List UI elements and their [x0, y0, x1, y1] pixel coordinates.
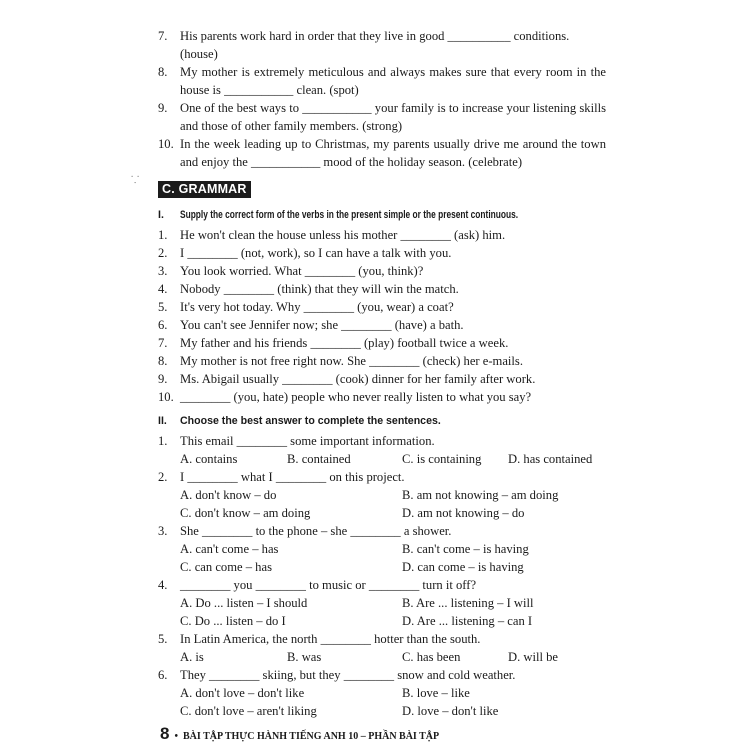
question [158, 576, 606, 594]
question-text: ________ you ________ to music or ________ turn it off? [180, 578, 477, 592]
item-text [180, 63, 606, 99]
item-text [180, 99, 606, 135]
answer-option: A. Do ... listen – I should [180, 596, 308, 610]
item-number: 5. [158, 300, 168, 314]
item-line: and enjoy the ___________ mood of the holiday season. (celebrate) [180, 155, 523, 169]
question-text: She ________ to the phone – she ________ a shower. [180, 524, 452, 538]
item-number: 7. [158, 336, 168, 350]
answer-option: A. don't love – don't like [180, 686, 305, 700]
list-item [158, 280, 606, 298]
question-text: This email ________ some important information. [180, 434, 435, 448]
item-line: His parents work hard in order that they live in good __________ conditions. (house) [180, 29, 570, 61]
answer-option: D. will be [508, 650, 559, 664]
list-item [158, 370, 606, 388]
answer-option: B. love – like [402, 686, 470, 700]
list-item [158, 63, 606, 99]
item-line: and those of other family members. (strong) [180, 119, 403, 133]
list-item [158, 99, 606, 135]
item-line: One of the best ways to ___________ your family is to increase your listening skills [180, 101, 606, 115]
vocabulary-exercise-list [158, 27, 606, 171]
part2-number: II. [158, 415, 167, 427]
item-text: Nobody ________ (think) that they will win the match. [180, 282, 459, 296]
item-number: 8. [158, 354, 168, 368]
answer-option: D. Are ... listening – can I [402, 614, 533, 628]
answer-option: B. am not knowing – am doing [402, 488, 559, 502]
item-line: My mother is extremely meticulous and always makes sure that every room in the [180, 65, 606, 79]
item-text: I ________ (not, work), so I can have a talk with you. [180, 246, 452, 260]
item-number: 10. [158, 390, 174, 404]
answer-option: C. don't love – aren't liking [180, 704, 317, 718]
answer-options [158, 540, 606, 576]
answer-option: A. don't know – do [180, 488, 277, 502]
answer-options [158, 486, 606, 522]
answer-options [158, 684, 606, 720]
scan-mark: ⸪ [131, 175, 140, 186]
part1-instruction-text: Supply the correct form of the verbs in the present simple or the present continuous. [180, 209, 519, 221]
answer-option: A. is [180, 650, 204, 664]
list-item [158, 135, 606, 171]
item-number: 10. [158, 137, 174, 151]
item-line: house is ___________ clean. (spot) [180, 83, 359, 97]
list-item [158, 226, 606, 244]
part1-instruction [158, 206, 606, 224]
item-text: My father and his friends ________ (play) football twice a week. [180, 336, 509, 350]
item-number: 8. [158, 65, 168, 79]
question-number: 5. [158, 632, 168, 646]
answer-option: B. can't come – is having [402, 542, 529, 556]
item-text: You can't see Jennifer now; she ________ (have) a bath. [180, 318, 464, 332]
item-number: 9. [158, 372, 168, 386]
list-item [158, 27, 606, 63]
list-item [158, 388, 606, 406]
question-text: They ________ skiing, but they ________ snow and cold weather. [180, 668, 516, 682]
answer-option: C. can come – has [180, 560, 272, 574]
question [158, 432, 606, 450]
answer-option: A. can't come – has [180, 542, 279, 556]
list-item [158, 244, 606, 262]
answer-options [158, 450, 606, 468]
question-text: In Latin America, the north ________ hotter than the south. [180, 632, 481, 646]
answer-option: A. contains [180, 452, 238, 466]
list-item [158, 334, 606, 352]
worksheet-page [158, 27, 606, 747]
answer-option: B. Are ... listening – I will [402, 596, 534, 610]
answer-option: D. can come – is having [402, 560, 524, 574]
item-text [180, 135, 606, 171]
item-number: 6. [158, 318, 168, 332]
footer-bullet: • [174, 731, 178, 742]
list-item [158, 262, 606, 280]
list-item [158, 352, 606, 370]
item-text: ________ (you, hate) people who never really listen to what you say? [180, 390, 532, 404]
answer-option: D. am not knowing – do [402, 506, 525, 520]
list-item [158, 298, 606, 316]
item-text: My mother is not free right now. She ________ (check) her e-mails. [180, 354, 523, 368]
item-text: It's very hot today. Why ________ (you, wear) a coat? [180, 300, 454, 314]
answer-options [158, 648, 606, 666]
part1-number: I. [158, 209, 164, 221]
list-item [158, 316, 606, 334]
item-number: 9. [158, 101, 168, 115]
part2-instruction-text: Choose the best answer to complete the sentences. [180, 415, 441, 427]
question [158, 468, 606, 486]
answer-option: D. love – don't like [402, 704, 499, 718]
part1-list [158, 226, 606, 406]
question-number: 4. [158, 578, 168, 592]
item-number: 7. [158, 29, 168, 43]
item-number: 1. [158, 228, 168, 242]
item-number: 3. [158, 264, 168, 278]
part2-instruction [158, 412, 606, 430]
answer-options [158, 594, 606, 630]
question-number: 6. [158, 668, 168, 682]
answer-option: B. contained [287, 452, 351, 466]
item-text: You look worried. What ________ (you, think)? [180, 264, 424, 278]
question-number: 1. [158, 434, 168, 448]
question [158, 630, 606, 648]
answer-option: B. was [287, 650, 322, 664]
answer-option: C. is containing [402, 452, 482, 466]
page-number: 8 [160, 724, 170, 743]
answer-option: C. has been [402, 650, 461, 664]
item-text: Ms. Abigail usually ________ (cook) dinner for her family after work. [180, 372, 536, 386]
question-text: I ________ what I ________ on this project. [180, 470, 405, 484]
question-number: 3. [158, 524, 168, 538]
answer-option: D. has contained [508, 452, 593, 466]
question [158, 666, 606, 684]
part2-list [158, 432, 606, 720]
page-footer [160, 724, 606, 747]
question-number: 2. [158, 470, 168, 484]
item-line: In the week leading up to Christmas, my parents usually drive me around the town [180, 137, 606, 151]
item-text: He won't clean the house unless his mother ________ (ask) him. [180, 228, 506, 242]
item-number: 4. [158, 282, 168, 296]
answer-option: C. Do ... listen – do I [180, 614, 286, 628]
section-title: C. GRAMMAR [158, 181, 251, 198]
question [158, 522, 606, 540]
answer-option: C. don't know – am doing [180, 506, 311, 520]
item-text [180, 27, 606, 63]
grammar-section-header [158, 181, 606, 198]
item-number: 2. [158, 246, 168, 260]
footer-title: BÀI TẬP THỰC HÀNH TIẾNG ANH 10 – PHẦN BÀI TẬP [182, 731, 440, 742]
